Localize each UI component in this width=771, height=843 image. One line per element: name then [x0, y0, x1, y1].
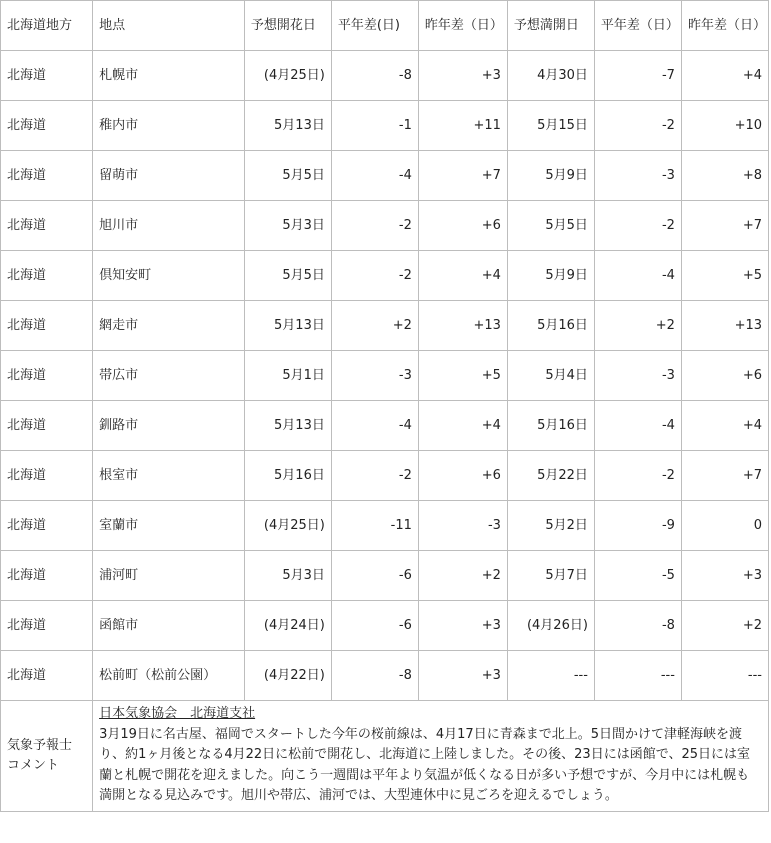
cell-bloom-date: (4月25日) — [244, 501, 331, 551]
cell-location: 旭川市 — [93, 201, 245, 251]
cell-region: 北海道 — [1, 401, 93, 451]
cell-region: 北海道 — [1, 551, 93, 601]
cell-bloom-date: 5月3日 — [244, 201, 331, 251]
cell-location: 浦河町 — [93, 551, 245, 601]
cell-fullbloom-lastyear-diff: +7 — [681, 451, 768, 501]
cell-location: 帯広市 — [93, 351, 245, 401]
comment-label — [1, 701, 93, 812]
comment-label-line2: コメント — [7, 757, 60, 773]
table-row — [1, 401, 769, 451]
comment-label-line1: 気象予報士 — [7, 737, 73, 753]
cell-fullbloom-date: 5月2日 — [507, 501, 594, 551]
cell-fullbloom-date: 5月16日 — [507, 301, 594, 351]
cell-fullbloom-lastyear-diff: +13 — [681, 301, 768, 351]
cell-fullbloom-normal-diff: -9 — [594, 501, 681, 551]
cell-bloom-normal-diff: -2 — [331, 451, 418, 501]
cell-bloom-normal-diff: -6 — [331, 601, 418, 651]
cell-bloom-lastyear-diff: +3 — [418, 601, 507, 651]
cell-region: 北海道 — [1, 101, 93, 151]
cell-fullbloom-date: 5月7日 — [507, 551, 594, 601]
cell-bloom-lastyear-diff: +2 — [418, 551, 507, 601]
cell-fullbloom-lastyear-diff: +10 — [681, 101, 768, 151]
cell-fullbloom-lastyear-diff: +6 — [681, 351, 768, 401]
cell-region: 北海道 — [1, 601, 93, 651]
cell-bloom-lastyear-diff: +4 — [418, 251, 507, 301]
cell-location: 釧路市 — [93, 401, 245, 451]
cell-bloom-normal-diff: -4 — [331, 401, 418, 451]
header-fullbloom-date: 予想満開日 — [507, 1, 594, 51]
comment-text: 3月19日に名古屋、福岡でスタートした今年の桜前線は、4月17日に青森まで北上。5日間かけて津軽海峡を渡り、約1ヶ月後となる4月22日に松前で開花し、北海道に上陸しました。その後、23日には函館で、25日には室蘭と札幌で開花を迎えました。向こう一週間は平年より気温が低くなる日が多い予想ですが、今月中には札幌も満開となる見込みです。旭川や帯広、浦河では、大型連休中に見ごろを迎えるでしょう。 — [99, 726, 750, 803]
cell-bloom-lastyear-diff: +5 — [418, 351, 507, 401]
cell-bloom-normal-diff: -3 — [331, 351, 418, 401]
comment-row — [1, 701, 769, 812]
cell-bloom-normal-diff: -8 — [331, 51, 418, 101]
cell-location: 札幌市 — [93, 51, 245, 101]
table-row — [1, 501, 769, 551]
cell-fullbloom-lastyear-diff: +4 — [681, 51, 768, 101]
table-row — [1, 101, 769, 151]
cell-bloom-lastyear-diff: +6 — [418, 451, 507, 501]
cell-bloom-date: 5月13日 — [244, 101, 331, 151]
cell-bloom-date: (4月24日) — [244, 601, 331, 651]
header-bloom-lastyear-diff: 昨年差（日） — [418, 1, 507, 51]
table-row — [1, 301, 769, 351]
cell-location: 根室市 — [93, 451, 245, 501]
cell-location: 函館市 — [93, 601, 245, 651]
table-row — [1, 351, 769, 401]
table-body — [1, 1, 769, 701]
cell-bloom-date: 5月1日 — [244, 351, 331, 401]
header-fullbloom-normal-diff: 平年差（日） — [594, 1, 681, 51]
header-region: 北海道地方 — [1, 1, 93, 51]
table-row — [1, 201, 769, 251]
cell-fullbloom-date: 5月16日 — [507, 401, 594, 451]
cell-fullbloom-lastyear-diff: +5 — [681, 251, 768, 301]
header-row — [1, 1, 769, 51]
cell-region: 北海道 — [1, 201, 93, 251]
cell-bloom-lastyear-diff: +13 — [418, 301, 507, 351]
cell-bloom-lastyear-diff: +6 — [418, 201, 507, 251]
cell-bloom-date: 5月5日 — [244, 251, 331, 301]
cell-fullbloom-lastyear-diff: 0 — [681, 501, 768, 551]
cell-bloom-normal-diff: -6 — [331, 551, 418, 601]
cell-fullbloom-normal-diff: -7 — [594, 51, 681, 101]
cell-bloom-normal-diff: -8 — [331, 651, 418, 701]
cell-fullbloom-normal-diff: -4 — [594, 401, 681, 451]
cell-fullbloom-date: 5月15日 — [507, 101, 594, 151]
comment-section — [1, 701, 769, 812]
comment-organization: 日本気象協会 北海道支社 — [99, 706, 256, 721]
cell-fullbloom-date: 4月30日 — [507, 51, 594, 101]
cell-fullbloom-lastyear-diff: +8 — [681, 151, 768, 201]
cell-fullbloom-normal-diff: -3 — [594, 351, 681, 401]
cell-bloom-lastyear-diff: -3 — [418, 501, 507, 551]
cell-location: 室蘭市 — [93, 501, 245, 551]
cell-region: 北海道 — [1, 301, 93, 351]
cell-bloom-date: 5月13日 — [244, 301, 331, 351]
cell-region: 北海道 — [1, 151, 93, 201]
header-bloom-normal-diff: 平年差(日) — [331, 1, 418, 51]
cell-fullbloom-date: 5月4日 — [507, 351, 594, 401]
cell-fullbloom-lastyear-diff: +2 — [681, 601, 768, 651]
cell-fullbloom-lastyear-diff: +4 — [681, 401, 768, 451]
cell-location: 稚内市 — [93, 101, 245, 151]
cell-bloom-normal-diff: -2 — [331, 251, 418, 301]
cell-fullbloom-normal-diff: -4 — [594, 251, 681, 301]
cell-fullbloom-lastyear-diff: +3 — [681, 551, 768, 601]
cell-location: 倶知安町 — [93, 251, 245, 301]
cell-fullbloom-lastyear-diff: --- — [681, 651, 768, 701]
table-row — [1, 601, 769, 651]
header-bloom-date: 予想開花日 — [244, 1, 331, 51]
cell-fullbloom-normal-diff: -5 — [594, 551, 681, 601]
table-row — [1, 51, 769, 101]
cell-bloom-normal-diff: -4 — [331, 151, 418, 201]
table-row — [1, 151, 769, 201]
cell-fullbloom-normal-diff: -3 — [594, 151, 681, 201]
cell-bloom-normal-diff: -11 — [331, 501, 418, 551]
cell-location: 松前町（松前公園） — [93, 651, 245, 701]
cell-bloom-date: (4月22日) — [244, 651, 331, 701]
cell-bloom-date: 5月13日 — [244, 401, 331, 451]
cell-fullbloom-normal-diff: -8 — [594, 601, 681, 651]
cell-region: 北海道 — [1, 351, 93, 401]
table-row — [1, 251, 769, 301]
cell-bloom-normal-diff: -2 — [331, 201, 418, 251]
cell-fullbloom-date: 5月9日 — [507, 251, 594, 301]
cell-bloom-date: (4月25日) — [244, 51, 331, 101]
cell-region: 北海道 — [1, 651, 93, 701]
cell-fullbloom-normal-diff: +2 — [594, 301, 681, 351]
cell-location: 網走市 — [93, 301, 245, 351]
cell-fullbloom-normal-diff: -2 — [594, 201, 681, 251]
cell-region: 北海道 — [1, 501, 93, 551]
cell-region: 北海道 — [1, 451, 93, 501]
cell-fullbloom-normal-diff: -2 — [594, 101, 681, 151]
cell-bloom-date: 5月16日 — [244, 451, 331, 501]
cell-fullbloom-lastyear-diff: +7 — [681, 201, 768, 251]
cell-bloom-lastyear-diff: +4 — [418, 401, 507, 451]
cell-location: 留萌市 — [93, 151, 245, 201]
cell-bloom-date: 5月3日 — [244, 551, 331, 601]
cell-bloom-lastyear-diff: +3 — [418, 651, 507, 701]
cell-region: 北海道 — [1, 251, 93, 301]
cell-fullbloom-normal-diff: --- — [594, 651, 681, 701]
comment-body — [93, 701, 769, 812]
cell-bloom-lastyear-diff: +7 — [418, 151, 507, 201]
table-row — [1, 551, 769, 601]
cell-bloom-lastyear-diff: +3 — [418, 51, 507, 101]
cell-region: 北海道 — [1, 51, 93, 101]
cell-fullbloom-date: --- — [507, 651, 594, 701]
table-row — [1, 451, 769, 501]
header-location: 地点 — [93, 1, 245, 51]
cell-fullbloom-normal-diff: -2 — [594, 451, 681, 501]
cell-fullbloom-date: 5月5日 — [507, 201, 594, 251]
cell-fullbloom-date: (4月26日) — [507, 601, 594, 651]
cell-fullbloom-date: 5月22日 — [507, 451, 594, 501]
cell-bloom-normal-diff: +2 — [331, 301, 418, 351]
cell-bloom-date: 5月5日 — [244, 151, 331, 201]
cell-fullbloom-date: 5月9日 — [507, 151, 594, 201]
cell-bloom-lastyear-diff: +11 — [418, 101, 507, 151]
cell-bloom-normal-diff: -1 — [331, 101, 418, 151]
header-fullbloom-lastyear-diff: 昨年差（日） — [681, 1, 768, 51]
table-row — [1, 651, 769, 701]
